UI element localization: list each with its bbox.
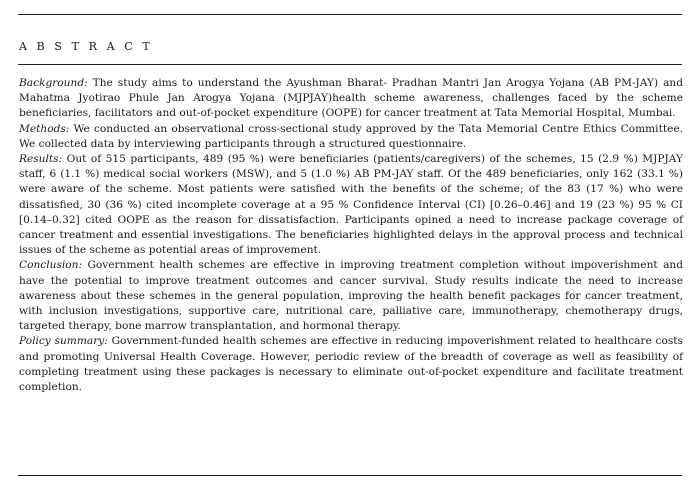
heading-rule bbox=[18, 64, 682, 65]
methods-text: We conducted an observational cross-sectional study approved by the Tata Memorial Centre Ethics Committee. We collected data by interviewing participants through a structured questionnaire. bbox=[19, 122, 683, 150]
bottom-rule bbox=[18, 475, 682, 476]
conclusion-text: Government health schemes are effective in improving treatment completion without impoverishment and have the potential to improve treatment outcomes and cancer survival. Study results indicate the need to increase awareness about these schemes in the general population, improving the health benefit packages for cancer treatment, with inclusion investigations, supportive care, nutritional care, palliative care, immunotherapy, chemotherapy drugs, targeted therapy, bone marrow transplantation, and hormonal therapy. bbox=[19, 259, 683, 333]
background-paragraph bbox=[19, 76, 683, 122]
background-label: Background: bbox=[19, 77, 88, 89]
policy-text: Government-funded health schemes are effective in reducing impoverishment related to healthcare costs and promoting Universal Health Coverage. However, periodic review of the breadth of coverage as well as feasibility of completing treatment using these packages is necessary to eliminate out-of-pocket expenditure and facilitate treatment completion. bbox=[19, 335, 683, 394]
methods-paragraph bbox=[19, 122, 683, 152]
top-rule bbox=[18, 14, 682, 15]
policy-paragraph bbox=[19, 334, 683, 395]
conclusion-label: Conclusion: bbox=[19, 259, 83, 272]
results-paragraph bbox=[19, 152, 683, 258]
conclusion-paragraph bbox=[19, 258, 683, 334]
background-text: The study aims to understand the Ayushman Bharat- Pradhan Mantri Jan Arogya Yojana (AB PM-JAY) and Mahatma Jyotirao Phule Jan Arogya Yojana (MJPJAY)health scheme awareness, challenges faced by the scheme beneficiaries, facilitators and out-of-pocket expenditure (OOPE) for cancer treatment at Tata Memorial Hospital, Mumbai. bbox=[19, 77, 683, 120]
abstract-body bbox=[19, 76, 683, 395]
policy-label: Policy summary: bbox=[19, 335, 108, 348]
results-label: Results: bbox=[19, 153, 63, 166]
results-text: Out of 515 participants, 489 (95 %) were beneficiaries (patients/caregivers) of the schemes, 15 (2.9 %) MJPJAY staff, 6 (1.1 %) medical social workers (MSW), and 5 (1.0 %) AB PM-JAY staff. Of the 489 beneficiaries, only 162 (33.1 %) were aware of the scheme. Most patients were satisfied with the benefits of the scheme; of the 83 (17 %) who were dissatisfied, 30 (36 %) cited incomplete coverage at a 95 % Confidence Interval (CI) [0.26–0.46] and 19 (23 %) 95 % CI [0.14–0.32] cited OOPE as the reason for dissatisfaction. Participants opined a need to increase package coverage of cancer treatment and essential investigations. The beneficiaries highlighted delays in the approval process and technical issues of the scheme as potential areas of improvement. bbox=[19, 153, 683, 257]
abstract-heading: A B S T R A C T bbox=[19, 40, 153, 53]
methods-label: Methods: bbox=[19, 122, 70, 135]
